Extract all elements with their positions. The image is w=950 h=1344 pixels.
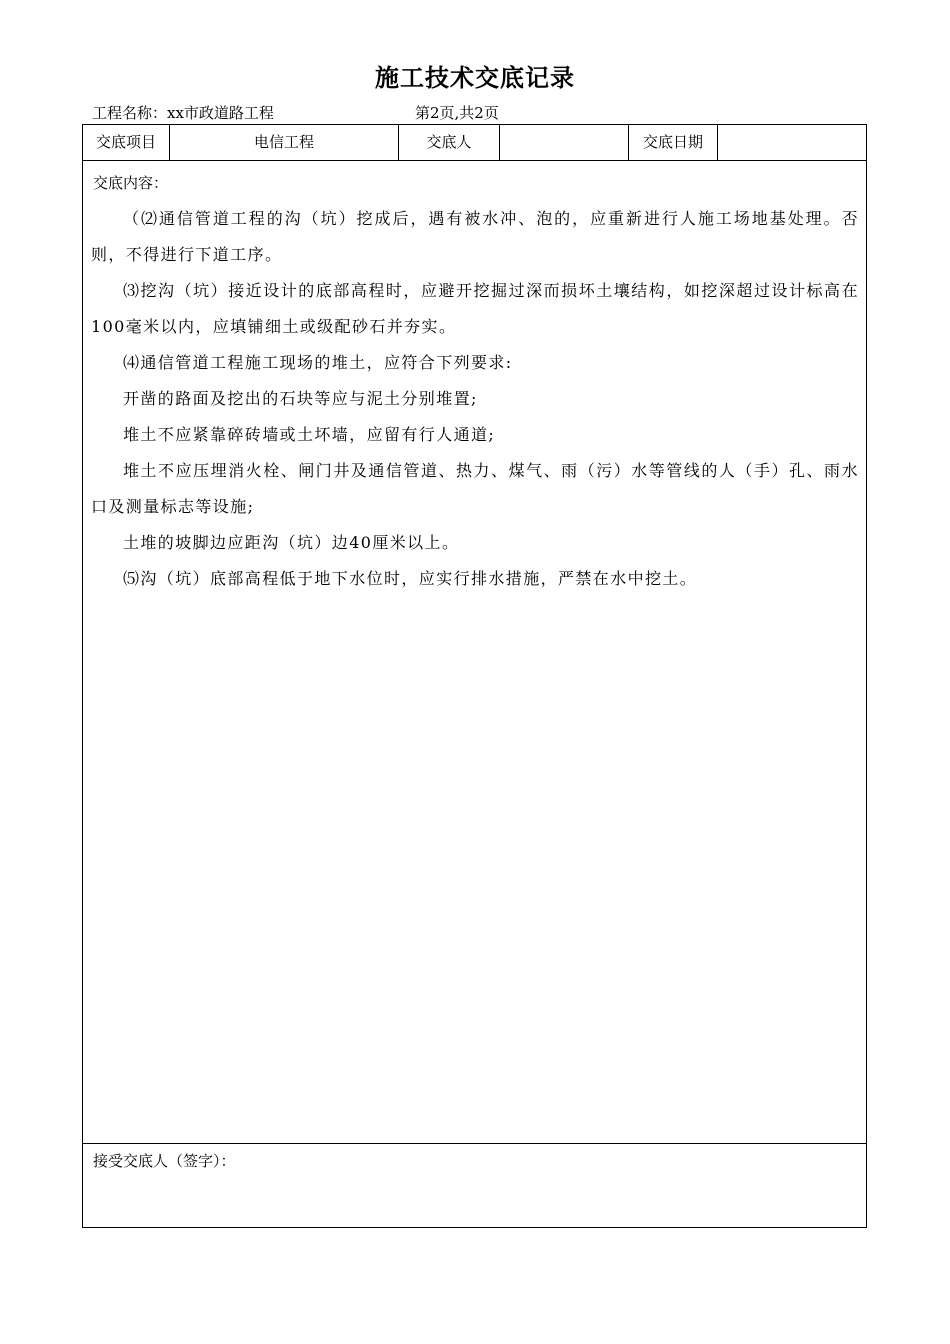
presenter-field[interactable] <box>500 125 628 160</box>
form-header-row <box>83 125 866 161</box>
signature-area[interactable] <box>83 1144 866 1228</box>
item-value[interactable]: 电信工程 <box>253 133 314 151</box>
content-paragraphs <box>91 201 859 597</box>
content-label: 交底内容： <box>93 174 169 192</box>
date-label: 交底日期 <box>642 133 703 151</box>
receiver-signature-label: 接受交底人（签字）： <box>93 1152 236 1170</box>
disclosure-form <box>82 124 867 1228</box>
presenter-label: 交底人 <box>426 133 472 151</box>
paragraph: 堆土不应紧靠碎砖墙或土坏墙，应留有行人通道; <box>123 425 496 444</box>
paragraph: ⑷通信管道工程施工现场的堆土，应符合下列要求: <box>123 353 513 372</box>
paragraph: ⑶挖沟（坑）接近设计的底部高程时，应避开挖掘过深而损坏土壤结构，如挖深超过设计标高在100毫米以内，应填铺细土或级配砂石并夯实。 <box>91 281 859 336</box>
paragraph: 堆土不应压埋消火栓、闸门井及通信管道、热力、煤气、雨（污）水等管线的人（手）孔、雨水口及测量标志等设施; <box>91 461 859 516</box>
paragraph: （⑵通信管道工程的沟（坑）挖成后，遇有被水冲、泡的，应重新进行人施工场地基处理。否则，不得进行下道工序。 <box>91 209 859 264</box>
item-label: 交底项目 <box>95 133 156 151</box>
paragraph: ⑸沟（坑）底部高程低于地下水位时，应实行排水措施，严禁在水中挖土。 <box>123 569 698 588</box>
paragraph: 土堆的坡脚边应距沟（坑）边40厘米以上。 <box>123 533 460 552</box>
content-area <box>83 161 866 1144</box>
project-name: 工程名称：xx市政道路工程 <box>92 104 274 122</box>
date-field[interactable] <box>718 125 866 160</box>
document-title: 施工技术交底记录 <box>375 63 575 92</box>
paragraph: 开凿的路面及挖出的石块等应与泥土分别堆置; <box>123 389 478 408</box>
page-indicator: 第2页,共2页 <box>415 104 499 122</box>
